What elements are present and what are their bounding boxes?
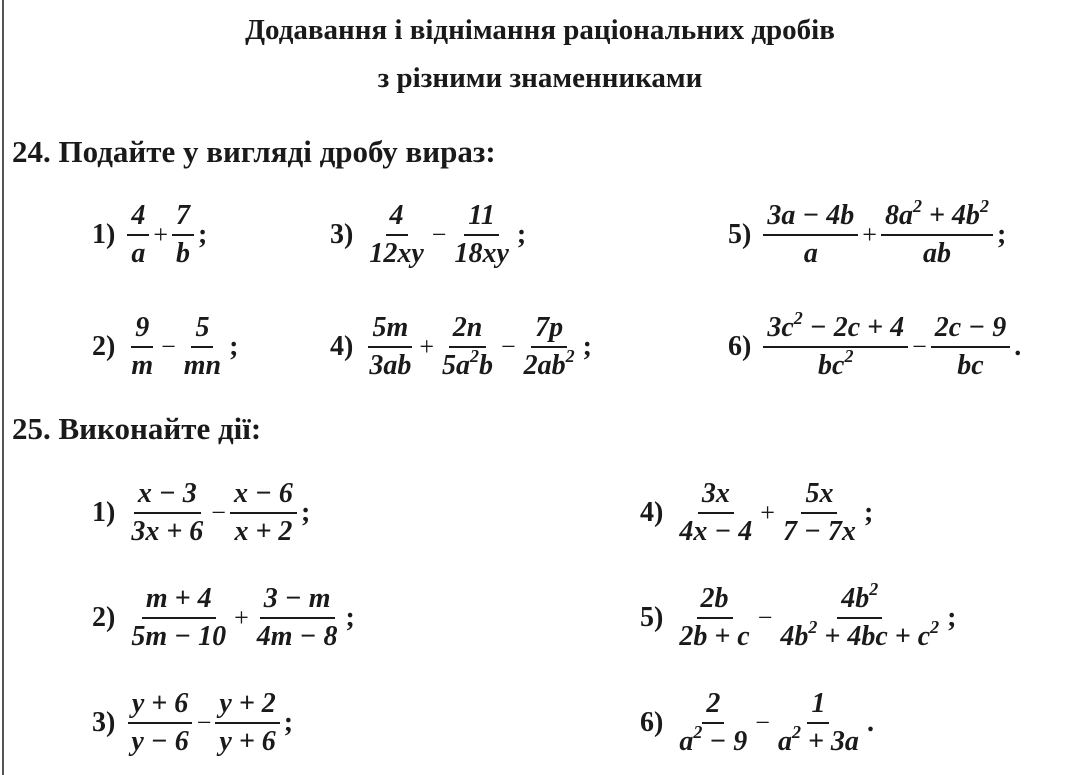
ex25-item-1	[92, 478, 310, 548]
denominator: a	[131, 238, 146, 269]
item-label: 6)	[640, 707, 664, 738]
denominator: m	[131, 350, 154, 381]
denominator: $bc^2$	[818, 345, 854, 381]
item-label: 3)	[92, 707, 116, 738]
operator: −	[501, 332, 516, 361]
denominator: 4x − 4	[679, 516, 753, 547]
item-label: 6)	[728, 331, 752, 362]
punctuation: ;	[229, 331, 239, 362]
numerator: 5m	[368, 312, 412, 348]
page-left-border	[2, 0, 4, 775]
numerator: 5	[191, 312, 213, 348]
fraction	[881, 195, 993, 270]
denominator: 2b + c	[679, 621, 750, 652]
ex25-item-3	[92, 688, 293, 758]
ex25-item-6	[640, 688, 874, 758]
numerator: 2	[702, 688, 724, 724]
fraction	[779, 478, 860, 548]
ex24-item-1	[92, 200, 207, 270]
fraction	[776, 578, 943, 653]
punctuation: ;	[283, 707, 294, 738]
fraction	[763, 200, 858, 270]
punctuation: .	[866, 707, 874, 738]
ex25-item-5	[640, 578, 957, 653]
fraction	[127, 200, 149, 270]
punctuation: ;	[947, 602, 957, 633]
numerator: 4	[127, 200, 149, 236]
denominator: 4m − 8	[256, 621, 338, 652]
exercise-24-heading	[12, 134, 496, 170]
numerator: y + 2	[215, 688, 279, 724]
punctuation: ;	[300, 497, 311, 528]
fraction	[365, 312, 415, 382]
fraction	[180, 312, 225, 382]
denominator: 3x + 6	[131, 516, 204, 547]
punctuation: .	[1014, 331, 1022, 362]
denominator: 3ab	[369, 350, 412, 381]
numerator: 3a − 4b	[763, 200, 858, 236]
numerator: 2b	[697, 583, 733, 619]
denominator: y + 6	[219, 726, 276, 757]
punctuation: ;	[345, 602, 355, 633]
item-label: 2)	[92, 331, 116, 362]
punctuation: ;	[582, 331, 592, 362]
ex24-item-4	[330, 312, 592, 382]
denominator: y − 6	[131, 726, 189, 757]
numerator: 4	[386, 200, 408, 236]
operator: −	[161, 332, 176, 361]
fraction	[774, 688, 863, 758]
operator: −	[211, 498, 226, 527]
exercise-25-heading	[12, 411, 261, 447]
fraction	[520, 312, 579, 382]
punctuation: ;	[863, 497, 874, 528]
numerator: m + 4	[142, 583, 216, 619]
item-label: 4)	[330, 331, 354, 362]
exercise-25-instruction: Виконайте дії:	[58, 411, 262, 446]
exercise-25-number: 25.	[12, 411, 51, 446]
operator: −	[196, 708, 212, 737]
fraction	[172, 200, 194, 270]
item-label: 3)	[330, 219, 354, 250]
ex24-item-5	[728, 195, 1007, 270]
item-label: 1)	[92, 497, 116, 528]
fraction	[763, 307, 908, 382]
denominator: ab	[922, 238, 951, 269]
operator: −	[757, 603, 773, 632]
numerator: 2c − 9	[931, 312, 1010, 348]
operator: +	[234, 603, 249, 632]
numerator: 7	[172, 200, 194, 236]
numerator: 11	[464, 200, 498, 236]
fraction	[127, 478, 207, 548]
punctuation: ;	[198, 219, 208, 250]
punctuation: ;	[996, 219, 1007, 250]
punctuation: ;	[516, 219, 527, 250]
numerator: 5x	[801, 478, 837, 514]
fraction	[365, 200, 427, 270]
operator: −	[912, 332, 927, 361]
numerator: 3x	[698, 478, 734, 514]
fraction	[450, 200, 512, 270]
numerator: y + 6	[128, 688, 192, 724]
denominator: bc	[957, 350, 984, 381]
denominator: 18xy	[454, 238, 509, 269]
denominator: $a^2 - 9$	[679, 721, 748, 757]
page-title: Додавання і віднімання раціональних дробів	[245, 14, 835, 46]
ex24-item-3	[330, 200, 526, 270]
ex24-item-6	[728, 307, 1022, 382]
denominator: $a^2 + 3a$	[777, 721, 859, 757]
operator: +	[862, 220, 877, 249]
operator: −	[431, 220, 447, 249]
denominator: 5m − 10	[131, 621, 227, 652]
operator: −	[755, 708, 770, 737]
item-label: 5)	[728, 219, 752, 250]
ex25-item-2	[92, 583, 355, 653]
fraction	[127, 688, 192, 758]
fraction	[230, 478, 297, 548]
numerator: $8a^2 + 4b^2$	[881, 200, 993, 236]
numerator: 7p	[531, 312, 567, 348]
numerator: x − 6	[230, 478, 297, 514]
item-label: 4)	[640, 497, 664, 528]
fraction	[675, 478, 756, 548]
denominator: $4b^2 + 4bc + c^2$	[780, 616, 940, 652]
denominator: b	[176, 238, 190, 269]
denominator: a	[803, 238, 818, 269]
operator: +	[760, 498, 775, 527]
fraction	[127, 312, 157, 382]
numerator: 2n	[449, 312, 487, 348]
fraction	[438, 312, 497, 382]
denominator: 12xy	[369, 238, 424, 269]
numerator: $3c^2 - 2c + 4$	[763, 312, 908, 348]
denominator: x + 2	[234, 516, 293, 547]
fraction	[675, 688, 751, 758]
item-label: 5)	[640, 602, 664, 633]
fraction	[931, 312, 1010, 382]
fraction	[215, 688, 279, 758]
denominator: $5a^2b$	[442, 345, 493, 381]
item-label: 1)	[92, 219, 116, 250]
ex24-item-2	[92, 312, 238, 382]
numerator: $4b^2$	[837, 583, 882, 619]
exercise-24-instruction: Подайте у вигляді дробу вираз:	[58, 134, 496, 169]
denominator: mn	[183, 350, 222, 381]
numerator: 9	[131, 312, 153, 348]
denominator: $2ab^2$	[523, 345, 575, 381]
denominator: 7 − 7x	[782, 516, 856, 547]
fraction	[127, 583, 230, 653]
ex25-item-4	[640, 478, 873, 548]
operator: +	[419, 332, 434, 361]
item-label: 2)	[92, 602, 116, 633]
fraction	[675, 583, 753, 653]
numerator: 1	[807, 688, 829, 724]
numerator: x − 3	[134, 478, 201, 514]
operator: +	[153, 220, 168, 249]
exercise-24-number: 24.	[12, 134, 51, 169]
fraction	[253, 583, 342, 653]
page-subtitle: з різними знаменниками	[377, 62, 703, 94]
numerator: 3 − m	[260, 583, 335, 619]
